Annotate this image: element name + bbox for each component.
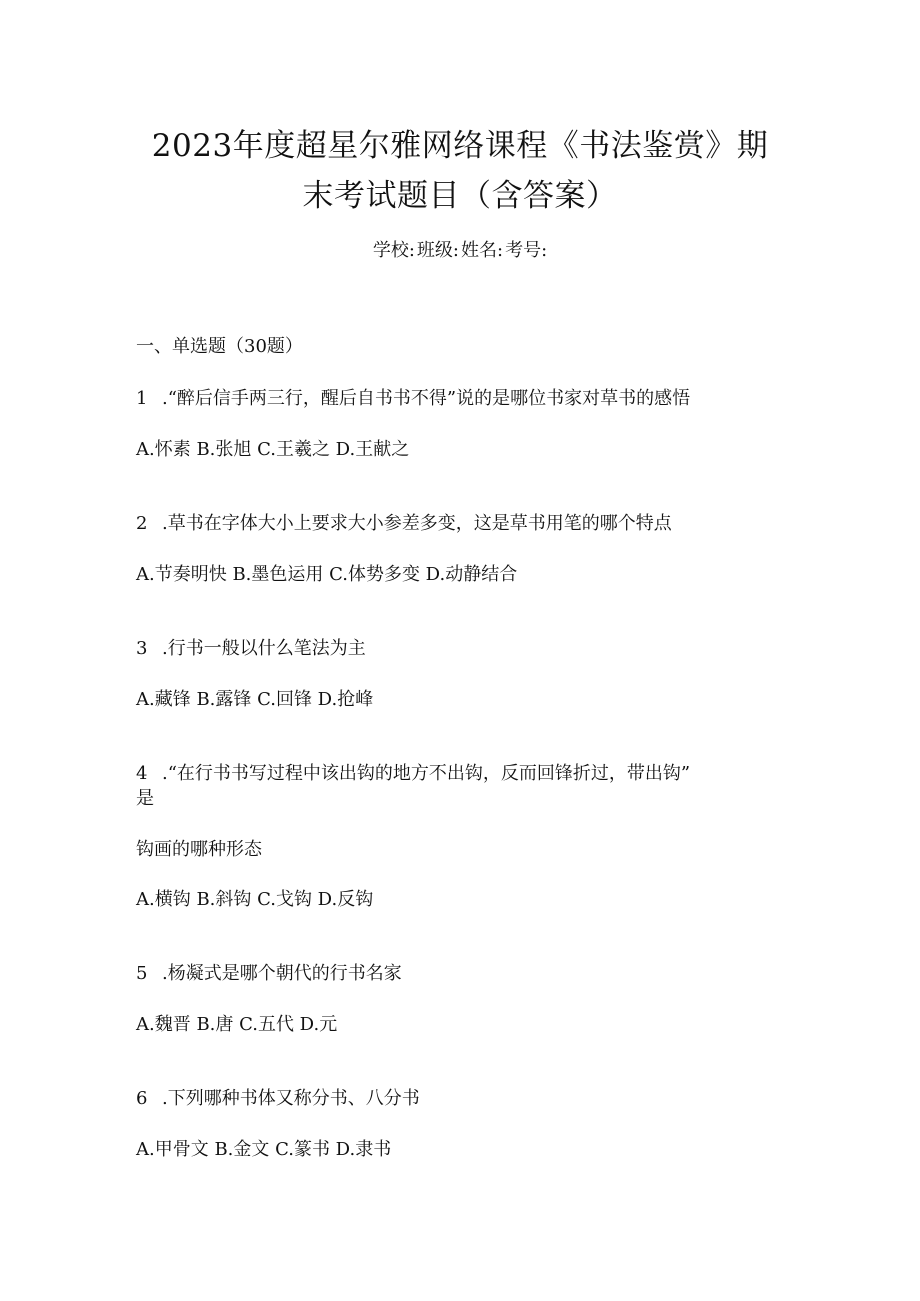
question-4-text-continued: 是 bbox=[136, 788, 154, 809]
question-number: 1 bbox=[136, 388, 148, 409]
question-text: .下列哪种书体又称分书、八分书 bbox=[162, 1088, 420, 1109]
question-4 bbox=[136, 761, 690, 787]
question-number: 2 bbox=[136, 513, 148, 534]
section-heading: 一、单选题（30题） bbox=[136, 336, 303, 357]
document-title-line-1: 2023年度超星尔雅网络课程《书法鉴赏》期 bbox=[151, 128, 769, 164]
question-text: .草书在字体大小上要求大小参差多变，这是草书用笔的哪个特点 bbox=[162, 513, 672, 534]
question-3-options: A.藏锋 B.露锋 C.回锋 D.抢峰 bbox=[136, 689, 374, 710]
exam-number-field-label: 考号: bbox=[505, 240, 548, 261]
question-text: .杨凝式是哪个朝代的行书名家 bbox=[162, 963, 402, 984]
question-number: 5 bbox=[136, 963, 148, 984]
document-title-line-2: 末考试题目（含答案） bbox=[302, 178, 618, 214]
question-2-options: A.节奏明快 B.墨色运用 C.体势多变 D.动静结合 bbox=[136, 564, 518, 585]
question-3 bbox=[136, 636, 366, 662]
question-1-options: A.怀素 B.张旭 C.王羲之 D.王献之 bbox=[136, 439, 410, 460]
question-1 bbox=[136, 386, 690, 412]
question-6 bbox=[136, 1086, 420, 1112]
question-5 bbox=[136, 961, 402, 987]
class-field-label: 班级: bbox=[416, 240, 459, 261]
question-number: 4 bbox=[136, 763, 148, 784]
question-text: .“在行书书写过程中该出钩的地方不出钩，反而回锋折过，带出钩” bbox=[162, 763, 691, 784]
question-6-options: A.甲骨文 B.金文 C.篆书 D.隶书 bbox=[136, 1139, 392, 1160]
question-5-options: A.魏晋 B.唐 C.五代 D.元 bbox=[136, 1014, 338, 1035]
question-number: 3 bbox=[136, 638, 148, 659]
student-info-line bbox=[0, 236, 920, 262]
question-4-options: A.横钩 B.斜钩 C.戈钩 D.反钩 bbox=[136, 889, 374, 910]
school-field-label: 学校: bbox=[372, 240, 415, 261]
name-field-label: 姓名: bbox=[461, 240, 504, 261]
question-text: .“醉后信手两三行，醒后自书书不得”说的是哪位书家对草书的感悟 bbox=[162, 388, 691, 409]
question-2 bbox=[136, 511, 672, 537]
question-4-text-continued-2: 钩画的哪种形态 bbox=[136, 839, 262, 860]
question-number: 6 bbox=[136, 1088, 148, 1109]
question-text: .行书一般以什么笔法为主 bbox=[162, 638, 366, 659]
